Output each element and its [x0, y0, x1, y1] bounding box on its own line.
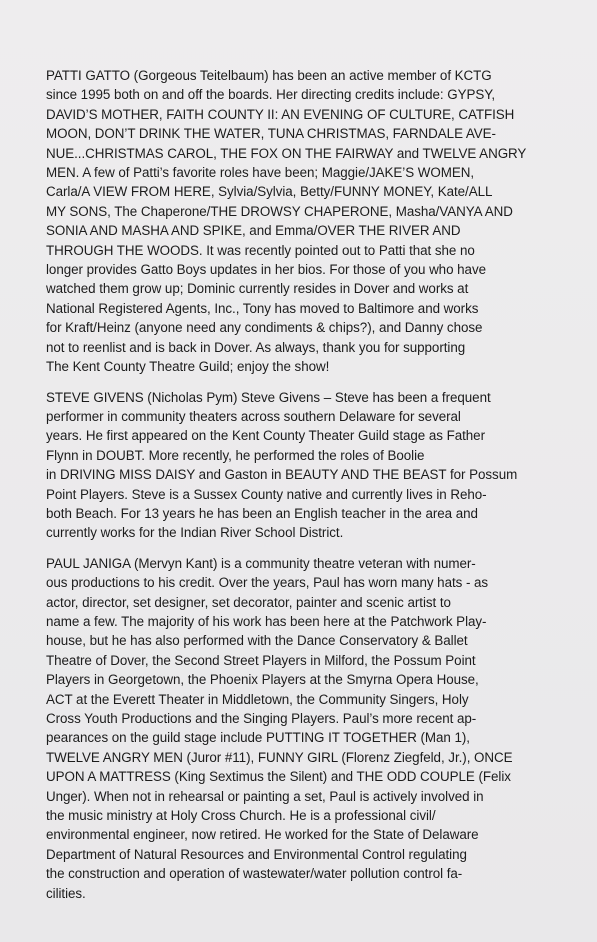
bio-line: SONIA AND MASHA AND SPIKE, and Emma/OVER THE RIVER AND [46, 223, 461, 239]
bio-line: DAVID’S MOTHER, FAITH COUNTY II: AN EVENING OF CULTURE, CATFISH [46, 106, 515, 122]
bio-line: TWELVE ANGRY MEN (Juror #11), FUNNY GIRL (Florenz Ziegfeld, Jr.), ONCE [46, 749, 513, 765]
bio-line: MEN. A few of Patti’s favorite roles have been; Maggie/JAKE’S WOMEN, [46, 165, 475, 181]
bio-line: ACT at the Everett Theater in Middletown, the Community Singers, Holy [46, 691, 469, 707]
bio-line: PATTI GATTO (Gorgeous Teitelbaum) has been an active member of KCTG [46, 68, 492, 83]
bio-line: in DRIVING MISS DAISY and Gaston in BEAUTY AND THE BEAST for Possum [46, 467, 518, 483]
bio-line: cilities. [46, 885, 86, 901]
bio-line: years. He first appeared on the Kent County Theater Guild stage as Father [46, 428, 485, 444]
bio-line: Theatre of Dover, the Second Street Players in Milford, the Possum Point [46, 652, 476, 668]
bio-line: Point Players. Steve is a Sussex County native and currently lives in Reho- [46, 486, 487, 502]
bio-line: NUE...CHRISTMAS CAROL, THE FOX ON THE FAIRWAY and TWELVE ANGRY [46, 145, 527, 161]
bio-line: The Kent County Theatre Guild; enjoy the show! [46, 359, 330, 375]
bio-line: Unger). When not in rehearsal or painting a set, Paul is actively involved in [46, 788, 484, 804]
bio-line: Carla/A VIEW FROM HERE, Sylvia/Sylvia, Betty/FUNNY MONEY, Kate/ALL [46, 184, 493, 200]
bio-line: pearances on the guild stage include PUTTING IT TOGETHER (Man 1), [46, 730, 470, 746]
bio-line: currently works for the Indian River School District. [46, 525, 344, 541]
bio-patti-gatto [46, 66, 557, 377]
bio-line: actor, director, set designer, set decorator, painter and scenic artist to [46, 594, 451, 610]
bio-line: STEVE GIVENS (Nicholas Pym) Steve Givens – Steve has been a frequent [46, 389, 491, 405]
bio-paul-janiga [46, 554, 557, 903]
bio-line: since 1995 both on and off the boards. Her directing credits include: GYPSY, [46, 87, 496, 103]
bio-line: Flynn in DOUBT. More recently, he performed the roles of Boolie [46, 447, 425, 463]
bio-line: environmental engineer, now retired. He worked for the State of Delaware [46, 827, 479, 843]
bio-line: THROUGH THE WOODS. It was recently pointed out to Patti that she no [46, 242, 475, 258]
bio-line: name a few. The majority of his work has been here at the Patchwork Play- [46, 613, 487, 629]
bio-line: Department of Natural Resources and Environmental Control regulating [46, 846, 467, 862]
bio-line: National Registered Agents, Inc., Tony has moved to Baltimore and works [46, 300, 479, 316]
bio-line: Players in Georgetown, the Phoenix Players at the Smyrna Opera House, [46, 672, 479, 688]
paragraph-gap [46, 543, 557, 554]
bio-line: house, but he has also performed with the Dance Conservatory & Ballet [46, 633, 468, 649]
bio-line: both Beach. For 13 years he has been an English teacher in the area and [46, 505, 478, 521]
bio-line: the music ministry at Holy Cross Church. He is a professional civil/ [46, 808, 436, 824]
bio-line: ous productions to his credit. Over the years, Paul has worn many hats - as [46, 575, 489, 591]
bio-line: MY SONS, The Chaperone/THE DROWSY CHAPERONE, Masha/VANYA AND [46, 203, 513, 219]
paragraph-gap [46, 377, 557, 388]
bio-line: UPON A MATTRESS (King Sextimus the Silent) and THE ODD COUPLE (Felix [46, 769, 511, 785]
bio-line: the construction and operation of wastewater/water pollution control fa- [46, 866, 463, 882]
bio-line: performer in community theaters across southern Delaware for several [46, 408, 461, 424]
bio-line: longer provides Gatto Boys updates in her bios. For those of you who have [46, 262, 486, 278]
bio-line: MOON, DON’T DRINK THE WATER, TUNA CHRISTMAS, FARNDALE AVE- [46, 126, 496, 142]
bio-line: PAUL JANIGA (Mervyn Kant) is a community theatre veteran with numer- [46, 555, 476, 571]
bio-line: watched them grow up; Dominic currently resides in Dover and works at [46, 281, 469, 297]
bio-steve-givens [46, 388, 557, 543]
bio-line: Cross Youth Productions and the Singing Players. Paul’s more recent ap- [46, 711, 477, 726]
bio-line: for Kraft/Heinz (anyone need any condiments & chips?), and Danny chose [46, 320, 483, 336]
bio-line: not to reenlist and is back in Dover. As always, thank you for supporting [46, 339, 466, 355]
